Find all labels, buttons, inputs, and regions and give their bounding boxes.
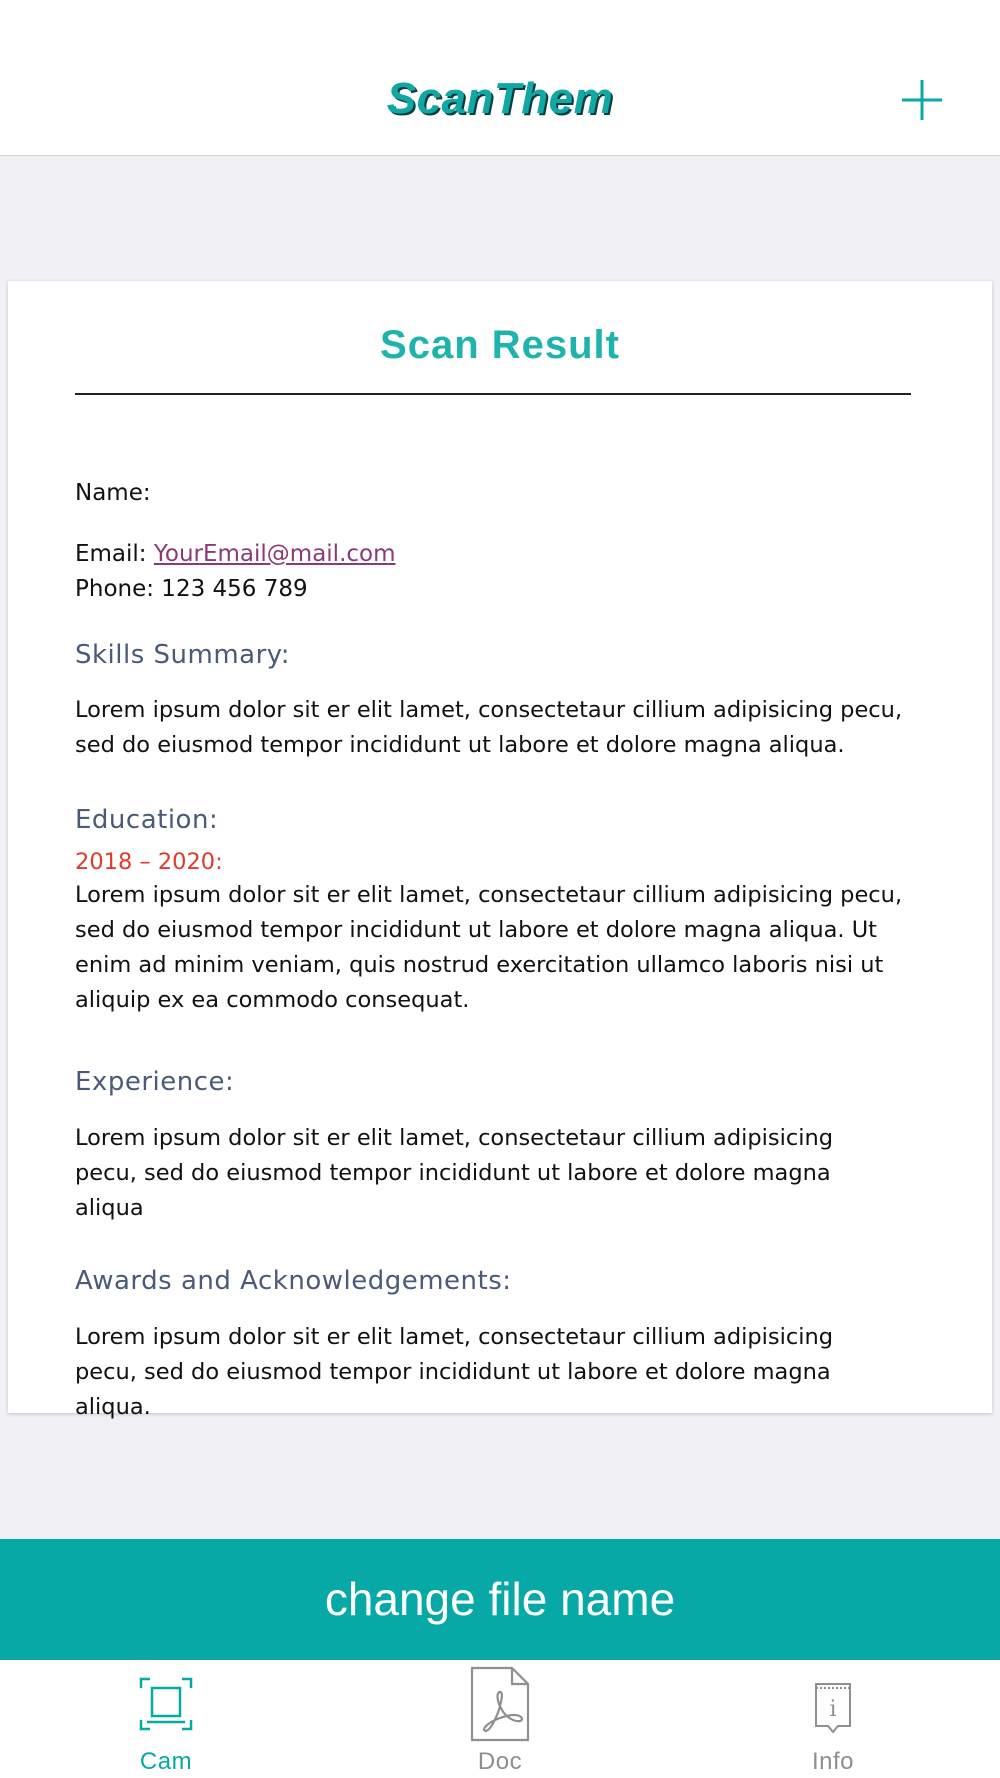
email-link[interactable]: YourEmail@mail.com	[153, 541, 396, 567]
experience-text-line: aliqua	[75, 1195, 144, 1221]
education-paragraph	[75, 878, 925, 1018]
education-text-line: sed do eiusmod tempor incididunt ut labore et dolore magna aliqua. Ut	[75, 917, 877, 943]
tab-doc[interactable]	[400, 1660, 600, 1778]
skills-text-line: Lorem ipsum dolor sit er elit lamet, consectetaur cillium adipisicing pecu,	[75, 697, 903, 723]
skills-text-line: sed do eiusmod tempor incididunt ut labore et dolore magna aliqua.	[75, 732, 845, 758]
document-title: Scan Result	[380, 323, 620, 367]
awards-paragraph	[75, 1320, 925, 1425]
education-date: 2018 – 2020:	[75, 849, 223, 875]
change-file-name-button[interactable]: change file name	[0, 1539, 1000, 1660]
tab-info-label: Info	[811, 1748, 855, 1775]
name-line: Name:	[75, 480, 151, 506]
add-button[interactable]	[898, 76, 946, 124]
tab-info[interactable]	[733, 1660, 933, 1778]
education-heading: Education:	[75, 805, 219, 835]
awards-text-line: aliqua.	[75, 1394, 151, 1420]
education-text-line: enim ad minim veniam, quis nostrud exercitation ullamco laboris nisi ut	[75, 952, 884, 978]
tab-bar	[0, 1660, 1000, 1778]
title-divider	[75, 393, 911, 395]
plus-icon	[898, 76, 946, 124]
email-label: Email:	[75, 541, 147, 567]
education-text-line: Lorem ipsum dolor sit er elit lamet, consectetaur cillium adipisicing pecu,	[75, 882, 903, 908]
scan-frame-icon	[138, 1676, 194, 1732]
awards-text-line: Lorem ipsum dolor sit er elit lamet, consectetaur cillium adipisicing	[75, 1324, 834, 1350]
scanned-document-preview[interactable]	[8, 281, 992, 1420]
awards-heading: Awards and Acknowledgements:	[75, 1266, 512, 1296]
app-title: ScanThem	[386, 74, 614, 123]
tab-cam-label: Cam	[139, 1748, 193, 1775]
experience-heading: Experience:	[75, 1067, 235, 1097]
email-line	[75, 537, 396, 572]
content-area	[0, 157, 1000, 1539]
svg-text:i: i	[829, 1697, 837, 1722]
pdf-document-icon	[470, 1666, 530, 1742]
experience-paragraph	[75, 1121, 925, 1226]
experience-text-line: Lorem ipsum dolor sit er elit lamet, consectetaur cillium adipisicing	[75, 1125, 834, 1151]
experience-text-line: pecu, sed do eiusmod tempor incididunt ut labore et dolore magna	[75, 1160, 831, 1186]
skills-heading: Skills Summary:	[75, 640, 291, 670]
info-icon	[814, 1682, 852, 1734]
phone-line: Phone: 123 456 789	[75, 576, 308, 602]
skills-paragraph	[75, 693, 925, 763]
tab-cam[interactable]	[66, 1660, 266, 1778]
education-text-line: aliquip ex ea commodo consequat.	[75, 987, 470, 1013]
awards-text-line: pecu, sed do eiusmod tempor incididunt ut labore et dolore magna	[75, 1359, 831, 1385]
navigation-bar	[0, 0, 1000, 156]
tab-doc-label: Doc	[477, 1748, 523, 1775]
